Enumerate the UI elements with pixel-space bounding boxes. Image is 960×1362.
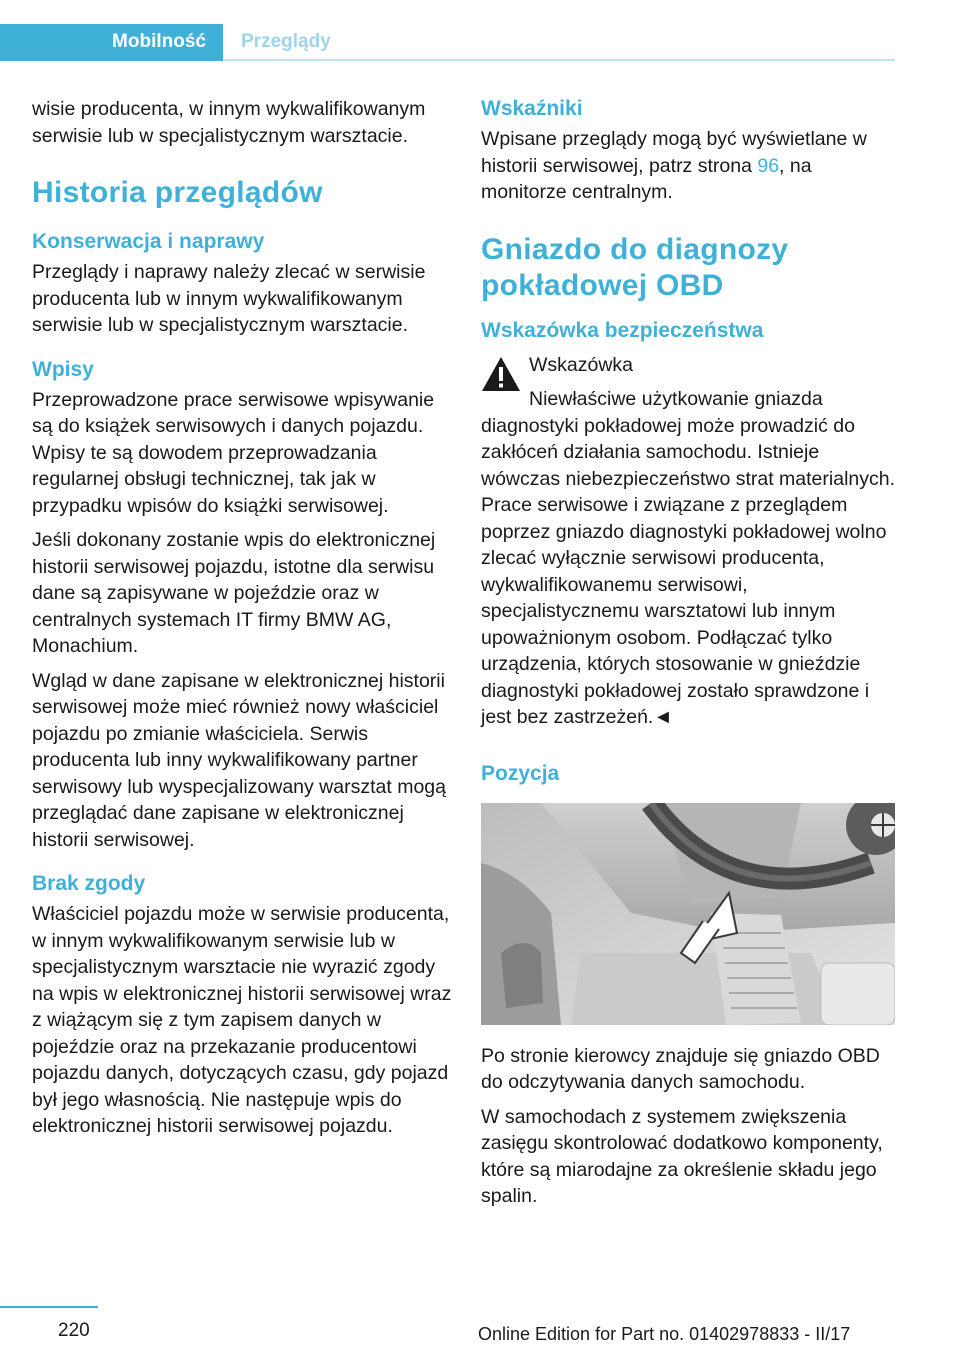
paragraph-pozycja-2: W samochodach z systemem zwiększenia zasięgu skontrolować dodatkowo komponenty, które są miarodajne za określenie składu jego spalin. xyxy=(481,1105,883,1207)
obd-illustration xyxy=(481,803,895,1025)
paragraph-konserwacja: Przeglądy i naprawy należy zlecać w serwisie producenta lub w innym wykwalifikowanym serwisie lub w specjalistycznym warsztacie. xyxy=(32,261,426,336)
text-segment: , na monitorze centralnym. xyxy=(481,154,812,203)
heading-wpisy: Wpisy xyxy=(32,357,94,381)
heading-gniazdo-obd: Gniazdo do diagnozy pokładowej OBD xyxy=(481,232,789,302)
paragraph-wpisy-2: Jeśli dokonany zostanie wpis do elektronicznej historii serwisowej pojazdu, istotne dla serwisu dane są zapisywane w pojeździe oraz w centralnych systemach IT firmy BMW AG, Monachium. xyxy=(32,529,436,657)
intro-paragraph: wisie producenta, w innym wykwalifikowanym serwisie lub w specjalistycznym warsztacie. xyxy=(32,98,426,147)
heading-historia: Historia przeglądów xyxy=(32,176,323,209)
warning-title: Wskazówka xyxy=(529,353,634,376)
header-divider xyxy=(224,59,895,61)
header-bar xyxy=(0,24,895,61)
right-column xyxy=(481,96,897,1218)
obd-location-photo xyxy=(481,803,895,1025)
warning-text: Niewłaściwe użytkowanie gniazda diagnostyki pokładowej może prowadzić do zakłóceń działania samochodu. Istnieje wówczas niebezpieczeństwo strat materialnych. Prace serwisowe i związane z przeglądem poprzez gniazdo diagnostyki pokładowej wolno zlecać wyłącznie serwisowi producenta, wykwalifikowanemu serwisowi, specjalistycznemu warsztatowi lub innym upoważnionym osobom. Podłączać tylko urządzenia, których stosowanie w gnieździe diagnostyki pokładowej zostało sprawdzone i jest bez zastrzeżeń.◄ xyxy=(481,388,896,728)
page-reference-link[interactable]: 96 xyxy=(757,154,780,177)
tab-przeglady-label: Przeglądy xyxy=(241,31,331,52)
paragraph-pozycja-1: Po stronie kierowcy znajduje się gniazdo OBD do odczytywania danych samochodu. xyxy=(481,1044,880,1093)
tab-mobilnosc[interactable] xyxy=(0,24,223,61)
tab-przeglady[interactable] xyxy=(224,24,895,61)
text-segment: Wpisane przeglądy mogą być wyświetlane w historii serwisowej, patrz strona xyxy=(481,128,867,177)
left-column xyxy=(32,96,452,1148)
heading-konserwacja: Konserwacja i naprawy xyxy=(32,230,265,253)
paragraph-wpisy-3: Wgląd w dane zapisane w elektronicznej historii serwisowej może mieć również nowy właściciel pojazdu po zmianie właściciela. Serwis producenta lub inny wykwalifikowany partner serwisowy lub wyspecjalizowany warsztat mogą przeglądać dane zapisane w elektronicznej historii serwisowej. xyxy=(32,669,446,851)
heading-brak-zgody: Brak zgody xyxy=(32,872,146,895)
paragraph-wskazniki xyxy=(481,126,897,206)
paragraph-wpisy-1: Przeprowadzone prace serwisowe wpisywanie są do książek serwisowych i danych pojazdu. Wpisy te są dowodem przeprowadzania regularnej obsługi technicznej, tak jak w przypadku wpisów do książki serwisowej. xyxy=(32,388,435,517)
edition-note: Online Edition for Part no. 01402978833 - II/17 xyxy=(478,1324,851,1344)
warning-triangle-icon xyxy=(481,356,521,392)
page-number: 220 xyxy=(58,1320,90,1341)
footer-divider xyxy=(0,1306,98,1308)
paragraph-brak-zgody: Właściciel pojazdu może w serwisie producenta, w innym wykwalifikowanym serwisie lub w specjalistycznym warsztacie nie wyrazić zgody na wpis w elektronicznej historii serwisowej wraz z wiążącym się z tym zapisem danych w pojeździe oraz na przekazanie producentowi pojazdu danych, dotyczących czasu, gdy pojazd był jego własnością. Nie następuje wpis do elektronicznej historii serwisowej pojazdu. xyxy=(32,903,452,1137)
heading-wskazniki: Wskaźniki xyxy=(481,97,583,120)
warning-note xyxy=(481,352,897,731)
heading-pozycja: Pozycja xyxy=(481,761,560,785)
tab-mobilnosc-label: Mobilność xyxy=(112,31,206,52)
heading-wskazowka-bezpieczenstwa: Wskazówka bezpieczeństwa xyxy=(481,318,764,342)
